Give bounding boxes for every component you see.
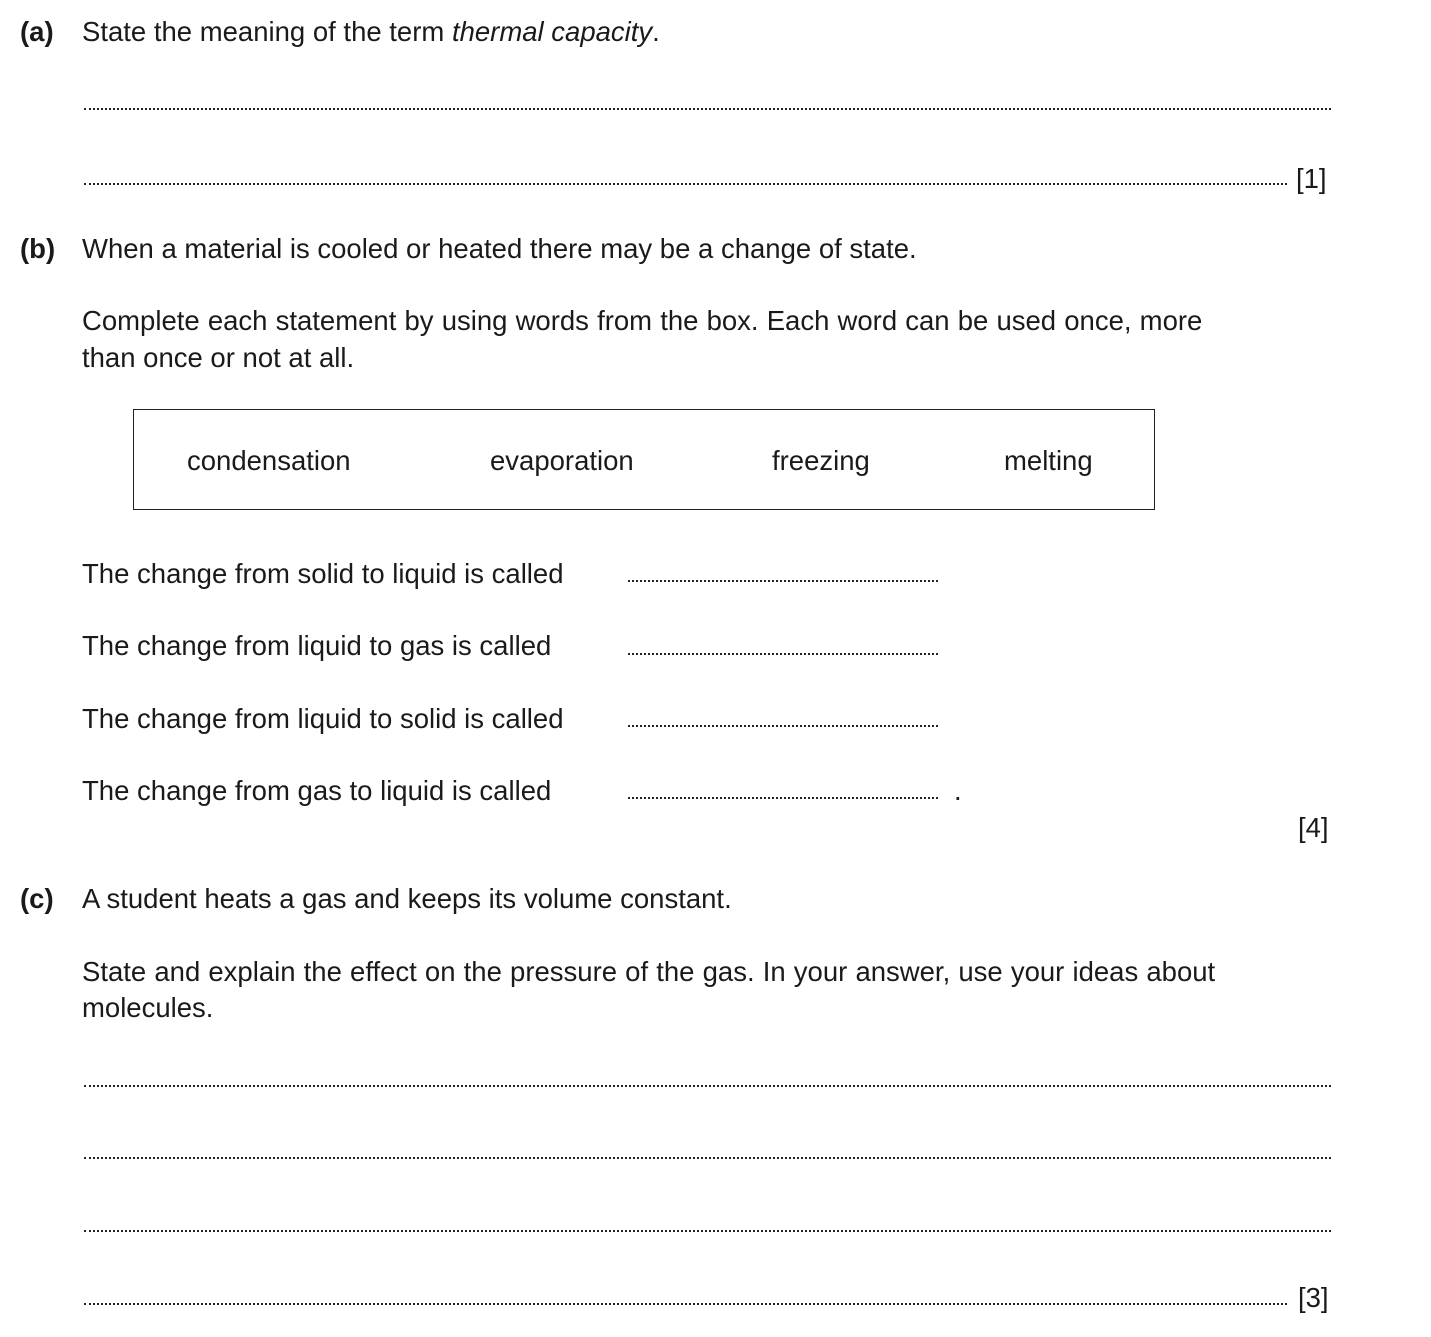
part-b-marks: [4]	[1298, 812, 1329, 843]
part-c-marks: [3]	[1298, 1282, 1329, 1313]
part-c-label: (c)	[20, 883, 54, 914]
part-c-intro: A student heats a gas and keeps its volume constant.	[82, 883, 732, 914]
statement-solid-to-liquid: The change from solid to liquid is called	[82, 558, 564, 589]
word-freezing: freezing	[772, 445, 870, 476]
part-c-answer-line-2[interactable]	[84, 1157, 1331, 1159]
word-box	[133, 409, 1155, 510]
part-c-answer-line-4[interactable]	[84, 1303, 1287, 1305]
statement-liquid-to-gas: The change from liquid to gas is called	[82, 630, 552, 661]
part-a-answer-line-2[interactable]	[84, 183, 1287, 185]
part-a-question-end: .	[652, 16, 660, 47]
answer-solid-to-liquid[interactable]	[628, 580, 938, 582]
answer-gas-to-liquid[interactable]	[628, 797, 938, 799]
statement-liquid-to-solid: The change from liquid to solid is called	[82, 703, 564, 734]
part-a-marks: [1]	[1296, 163, 1327, 194]
part-a-label: (a)	[20, 16, 54, 47]
part-b-instruction-line-2: than once or not at all.	[82, 342, 355, 373]
part-c-instruction-line-1: State and explain the effect on the pressure of the gas. In your answer, use your ideas about	[82, 956, 1216, 987]
part-a-question-term: thermal capacity	[451, 16, 653, 47]
part-a-question	[82, 14, 660, 50]
answer-liquid-to-solid[interactable]	[628, 725, 938, 727]
part-c-answer-line-1[interactable]	[84, 1085, 1331, 1087]
part-c-answer-line-3[interactable]	[84, 1230, 1331, 1232]
answer-liquid-to-gas[interactable]	[628, 653, 938, 655]
final-period: .	[954, 775, 962, 806]
word-evaporation: evaporation	[490, 445, 634, 476]
word-condensation: condensation	[187, 445, 351, 476]
part-a-answer-line-1[interactable]	[84, 108, 1331, 110]
part-b-instruction-line-1: Complete each statement by using words from the box. Each word can be used once, more	[82, 305, 1203, 336]
part-a-question-start: State the meaning of the term	[82, 16, 452, 47]
part-b-label: (b)	[20, 233, 56, 264]
statement-gas-to-liquid: The change from gas to liquid is called	[82, 775, 552, 806]
part-c-instruction-line-2: molecules.	[82, 992, 214, 1023]
part-b-intro: When a material is cooled or heated there may be a change of state.	[82, 233, 917, 264]
word-melting: melting	[1004, 445, 1093, 476]
